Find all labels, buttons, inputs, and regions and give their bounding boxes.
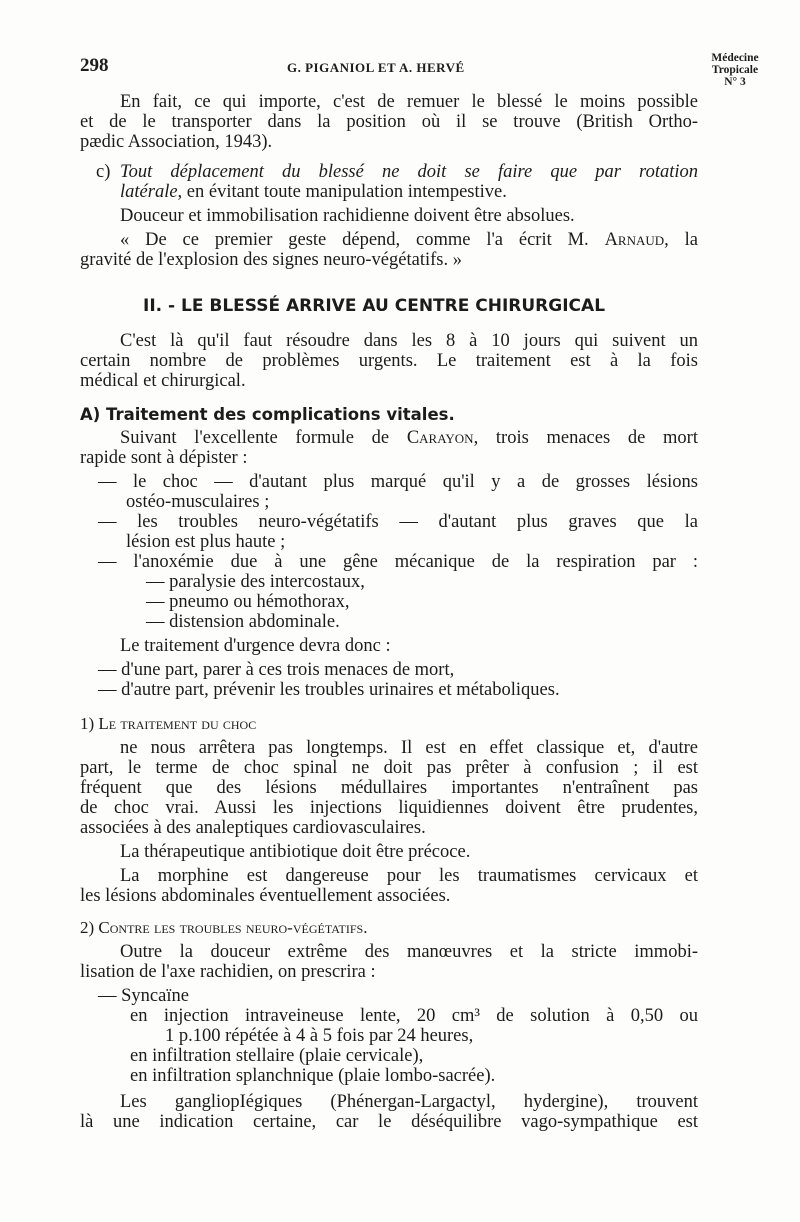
- text-line: lésion est plus haute ;: [126, 532, 286, 552]
- text-line: [120, 428, 698, 448]
- text-line: [120, 182, 698, 202]
- list-item: — distension abdominale.: [146, 612, 340, 632]
- text-line: Le traitement d'urgence devra donc :: [120, 636, 391, 656]
- text-line: Outre la douceur extrême des manœuvres et la stricte immobi-: [120, 942, 698, 962]
- text-line: en infiltration stellaire (plaie cervicale),: [130, 1046, 424, 1066]
- list-item: — d'autre part, prévenir les troubles urinaires et métaboliques.: [98, 680, 560, 700]
- text-line: La morphine est dangereuse pour les traumatismes cervicaux et: [120, 866, 698, 886]
- text-span: « De ce premier geste dépend, comme l'a écrit M.: [120, 230, 605, 250]
- author-name: Arnaud: [604, 230, 665, 250]
- text-line: Douceur et immobilisation rachidienne doivent être absolues.: [120, 206, 575, 226]
- text-line: médical et chirurgical.: [80, 371, 246, 391]
- text-line: les lésions abdominales éventuellement associées.: [80, 886, 451, 906]
- text-line: associées à des analeptiques cardiovasculaires.: [80, 818, 426, 838]
- drug-label: — Syncaïne: [98, 986, 189, 1006]
- subsection-heading: A) Traitement des complications vitales.: [80, 405, 455, 424]
- text-line: ne nous arrêtera pas longtemps. Il est en effet classique et, d'autre: [120, 738, 698, 758]
- text-span: , trois menaces de mort: [473, 428, 698, 448]
- text-line: [120, 230, 698, 250]
- journal-line: Tropicale: [711, 64, 759, 76]
- text-line: là une indication certaine, car le déséquilibre vago-sympathique est: [80, 1112, 698, 1132]
- text-line: de choc vrai. Aussi les injections liquidiennes doivent être prudentes,: [80, 798, 698, 818]
- subsection-heading: 1) Le traitement du choc: [80, 714, 257, 733]
- list-label: c): [96, 162, 111, 182]
- text-line: fréquent que des lésions médullaires importantes n'entraînent pas: [80, 778, 698, 798]
- text-line: La thérapeutique antibiotique doit être précoce.: [120, 842, 471, 862]
- subsection-heading: 2) Contre les troubles neuro-végétatifs.: [80, 918, 368, 937]
- text-line: en infiltration splanchnique (plaie lombo-sacrée).: [130, 1066, 496, 1086]
- list-item: — le choc — d'autant plus marqué qu'il y a de grosses lésions: [98, 472, 698, 492]
- text-line: en injection intraveineuse lente, 20 cm³ de solution à 0,50 ou: [130, 1006, 698, 1026]
- list-item: — d'une part, parer à ces trois menaces de mort,: [98, 660, 455, 680]
- text-line: part, le terme de choc spinal ne doit pas prêter à confusion ; il est: [80, 758, 698, 778]
- text-line: 1 p.100 répétée à 4 à 5 fois par 24 heures,: [165, 1026, 474, 1046]
- text-line: rapide sont à dépister :: [80, 448, 248, 468]
- text-span: , la: [664, 230, 698, 250]
- text-line: certain nombre de problèmes urgents. Le traitement est à la fois: [80, 351, 698, 371]
- text-line: lisation de l'axe rachidien, on prescrira :: [80, 962, 376, 982]
- text-line: ostéo-musculaires ;: [126, 492, 270, 512]
- text-line: Les gangliopIégiques (Phénergan-Largactyl, hydergine), trouvent: [120, 1092, 698, 1112]
- text-span: Suivant l'excellente formule de: [120, 428, 407, 448]
- text-span: latérale,: [120, 182, 183, 202]
- text-line: et de le transporter dans la position où il se trouve (British Ortho-: [80, 112, 698, 132]
- journal-line: Médecine: [711, 52, 759, 64]
- section-heading: II. - LE BLESSÉ ARRIVE AU CENTRE CHIRURGICAL: [143, 296, 606, 316]
- author-name: Carayon: [406, 428, 474, 448]
- running-title: G. PIGANIOL ET A. HERVÉ: [287, 60, 465, 75]
- list-item: — les troubles neuro-végétatifs — d'autant plus graves que la: [98, 512, 698, 532]
- text-line: pædic Association, 1943).: [80, 132, 273, 152]
- journal-label: [700, 52, 770, 88]
- list-item: — paralysie des intercostaux,: [146, 572, 365, 592]
- list-item: — l'anoxémie due à une gêne mécanique de la respiration par :: [98, 552, 698, 572]
- list-item: — pneumo ou hémothorax,: [146, 592, 350, 612]
- text-line: En fait, ce qui importe, c'est de remuer le blessé le moins possible: [120, 92, 698, 112]
- text-line: Tout déplacement du blessé ne doit se faire que par rotation: [120, 162, 698, 182]
- text-line: gravité de l'explosion des signes neuro-végétatifs. »: [80, 250, 462, 270]
- page-number: 298: [80, 55, 109, 76]
- text-span: en évitant toute manipulation intempestive.: [182, 182, 507, 202]
- text-line: C'est là qu'il faut résoudre dans les 8 à 10 jours qui suivent un: [120, 331, 698, 351]
- journal-line: N° 3: [724, 76, 746, 88]
